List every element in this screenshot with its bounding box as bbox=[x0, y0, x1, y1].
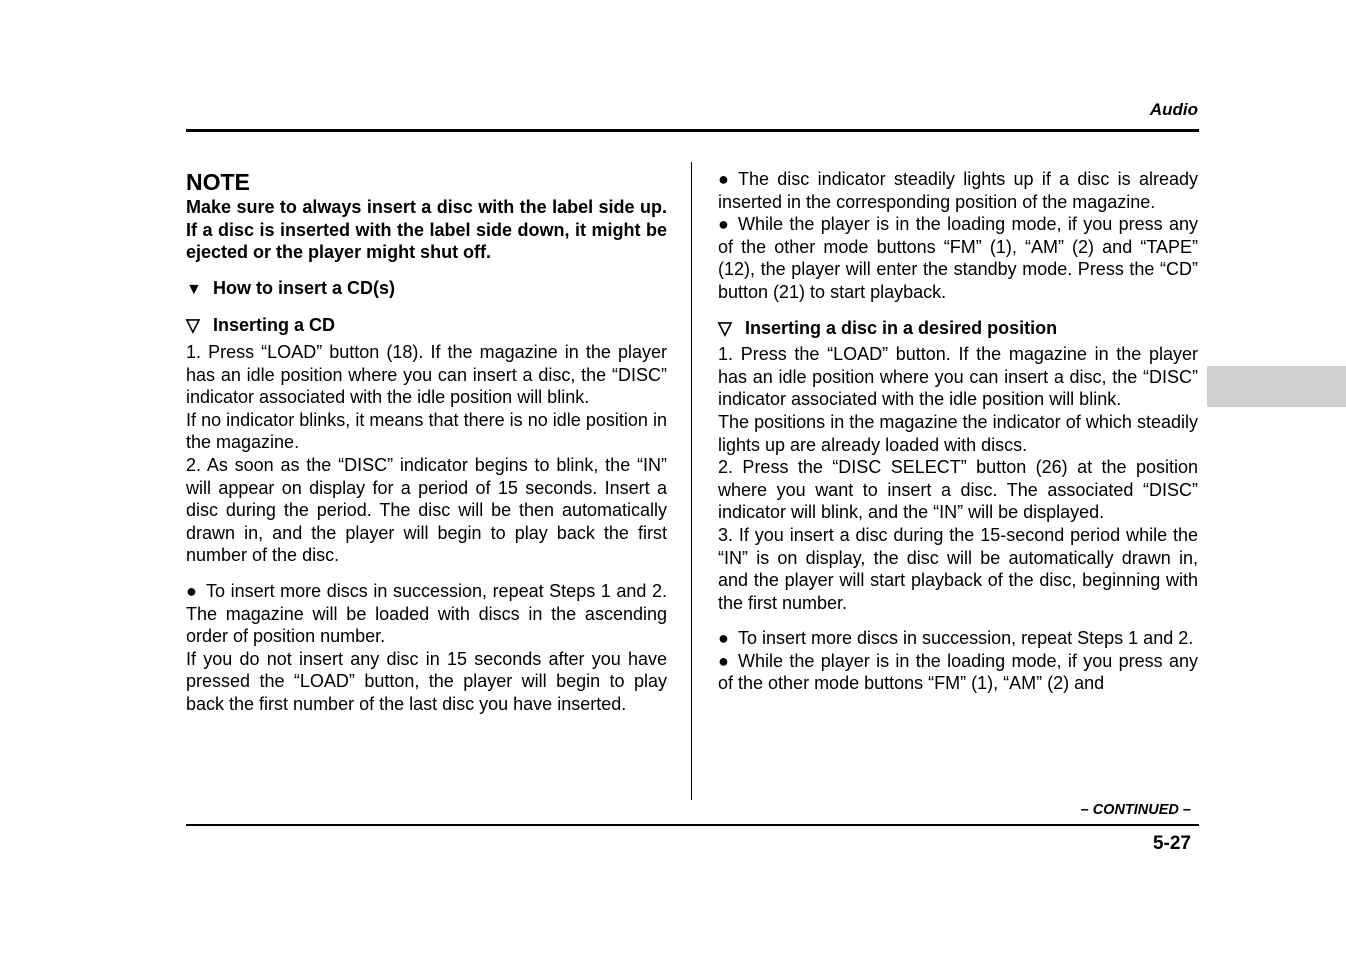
paragraph: If no indicator blinks, it means that there is no idle position in the magazine. bbox=[186, 409, 667, 453]
right-column bbox=[718, 168, 1198, 695]
bullet-item bbox=[718, 650, 1198, 695]
subheading bbox=[718, 317, 1198, 340]
bullet-item bbox=[718, 168, 1198, 213]
subheading-text: Inserting a CD bbox=[213, 315, 336, 336]
paragraph: If you do not insert any disc in 15 seconds after you have pressed the “LOAD” button, the player will begin to play back the first number of the last disc you have inserted. bbox=[186, 648, 667, 714]
paragraph: The positions in the magazine the indicator of which steadily lights up are already loaded with discs. bbox=[718, 411, 1198, 455]
bullet-icon: ● bbox=[718, 214, 729, 235]
note-heading: NOTE bbox=[186, 169, 250, 195]
bullet-icon: ● bbox=[718, 169, 729, 189]
chapter-tab bbox=[1207, 366, 1346, 407]
column-divider bbox=[691, 162, 692, 800]
header-rule bbox=[186, 129, 1199, 132]
bullet-text: The disc indicator steadily lights up if a disc is already inserted in the corresponding position of the magazine. bbox=[718, 169, 1198, 212]
bullet-item bbox=[718, 627, 1198, 650]
page-number: 5-27 bbox=[1152, 833, 1191, 854]
bullet-text: While the player is in the loading mode, if you press any of the other mode buttons “FM” (1), “AM” (2) and “TAPE” (12), the player will enter the standby mode. Press the “CD” button (21) to start playback. bbox=[718, 214, 1198, 302]
section-title: Audio bbox=[1149, 100, 1198, 119]
footer-rule bbox=[186, 824, 1199, 826]
continued-label: – CONTINUED – bbox=[1080, 802, 1191, 818]
bullet-icon: ● bbox=[718, 628, 729, 649]
section-heading-text: How to insert a CD(s) bbox=[213, 277, 396, 298]
note-body: Make sure to always insert a disc with the label side up. If a disc is inserted with the label side down, it might be ejected or the player might shut off. bbox=[186, 197, 667, 263]
subheading bbox=[186, 314, 667, 337]
filled-triangle-icon: ▼ bbox=[186, 280, 202, 298]
section-heading bbox=[186, 277, 667, 302]
bullet-text: While the player is in the loading mode, if you press any of the other mode buttons “FM” (1), “AM” (2) and bbox=[718, 650, 1198, 694]
bullet-item bbox=[186, 580, 667, 648]
left-column bbox=[186, 168, 667, 715]
paragraph: 1. Press “LOAD” button (18). If the magazine in the player has an idle position where you can insert a disc, the “DISC” indicator associated with the idle position will blink. bbox=[186, 341, 667, 408]
bullet-icon: ● bbox=[186, 580, 197, 601]
bullet-text: To insert more discs in succession, repeat Steps 1 and 2. bbox=[738, 628, 1194, 649]
bullet-text: To insert more discs in succession, repeat Steps 1 and 2. The magazine will be loaded with discs in the ascending order of position number. bbox=[186, 580, 667, 647]
subheading-text: Inserting a disc in a desired position bbox=[745, 317, 1058, 338]
bullet-item bbox=[718, 213, 1198, 303]
paragraph: 1. Press the “LOAD” button. If the magazine in the player has an idle position where you can insert a disc, the “DISC” indicator associated with the idle position will blink. bbox=[718, 344, 1198, 410]
paragraph: 2. As soon as the “DISC” indicator begins to blink, the “IN” will appear on display for a period of 15 seconds. Insert a disc during the period. The disc will be then automatically drawn in, and the player will begin to play back the first number of the disc. bbox=[186, 454, 667, 566]
paragraph: 3. If you insert a disc during the 15-second period while the “IN” is on display, the disc will be automatically drawn in, and the player will start playback of the disc, beginning with the first number. bbox=[718, 524, 1198, 613]
open-triangle-icon: ▽ bbox=[718, 317, 732, 338]
open-triangle-icon: ▽ bbox=[186, 315, 200, 336]
paragraph: 2. Press the “DISC SELECT” button (26) at the position where you want to insert a disc. The associated “DISC” indicator will blink, and the “IN” will be displayed. bbox=[718, 457, 1198, 523]
bullet-icon: ● bbox=[718, 650, 729, 671]
